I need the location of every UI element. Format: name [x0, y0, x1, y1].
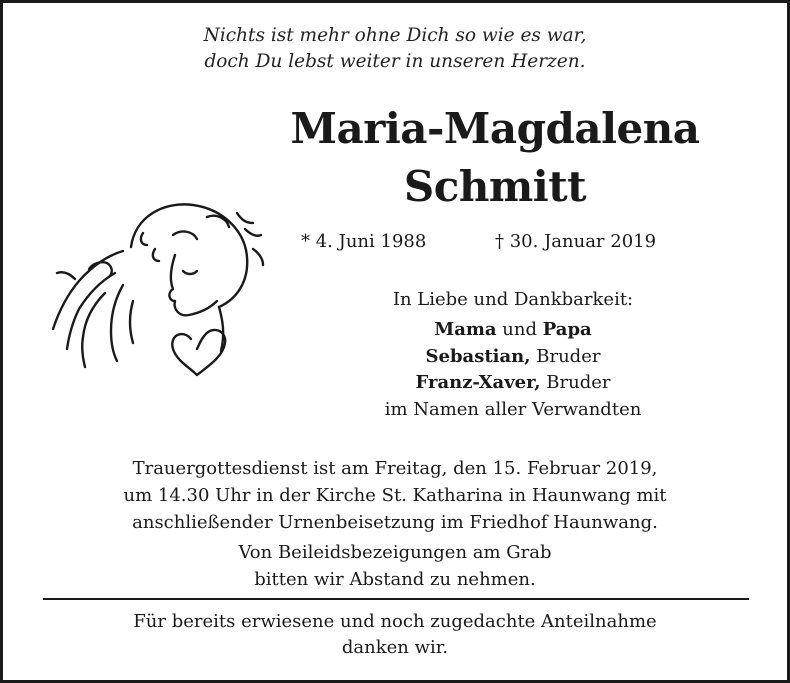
mourner-parents: [303, 317, 723, 344]
deceased-first-names: Maria-Magdalena: [290, 104, 700, 153]
request-line-1: Von Beileidsbezeigungen am Grab: [238, 542, 552, 563]
motto-line-1: Nichts ist mehr ohne Dich so wie es war,: [203, 25, 587, 46]
service-line-1: Trauergottesdienst ist am Freitag, den 15. Februar 2019,: [132, 458, 658, 479]
divider-rule: [43, 598, 749, 600]
service-line-3: anschließender Urnenbeisetzung im Friedhof Haunwang.: [132, 512, 658, 533]
mourner-relation: Bruder: [530, 345, 601, 367]
service-line-2: um 14.30 Uhr in der Kirche St. Katharina in Haunwang mit: [123, 485, 667, 506]
mourners-list: [303, 317, 723, 423]
closing-thanks: [3, 609, 787, 661]
funeral-service-info: [3, 455, 787, 536]
mourner-connector: und: [496, 319, 543, 340]
closing-line-2: danken wir.: [341, 637, 449, 658]
mourner-name: Sebastian,: [425, 345, 531, 367]
mourner-name: Franz-Xaver,: [415, 372, 541, 393]
mourner-name: Mama: [434, 319, 497, 340]
birth-date: * 4. Juni 1988: [301, 231, 427, 252]
mourner-relation: Bruder: [540, 372, 611, 393]
mourner-brother-2: [303, 370, 723, 397]
angel-with-heart-icon: [23, 189, 273, 389]
condolence-request: [3, 539, 787, 593]
mourner-name: Papa: [542, 319, 592, 340]
closing-line-1: Für bereits erwiesene und noch zugedachte Anteilnahme: [133, 611, 657, 632]
request-line-2: bitten wir Abstand zu nehmen.: [254, 569, 536, 590]
motto-line-2: doch Du lebst weiter in unseren Herzen.: [204, 51, 586, 72]
deceased-surname: Schmitt: [403, 162, 587, 211]
death-date: † 30. Januar 2019: [495, 231, 657, 252]
motto-verse: [3, 23, 787, 75]
thanks-intro: In Liebe und Dankbarkeit:: [392, 289, 634, 310]
mourners-on-behalf: im Namen aller Verwandten: [384, 398, 642, 420]
mourner-brother-1: [303, 344, 723, 371]
